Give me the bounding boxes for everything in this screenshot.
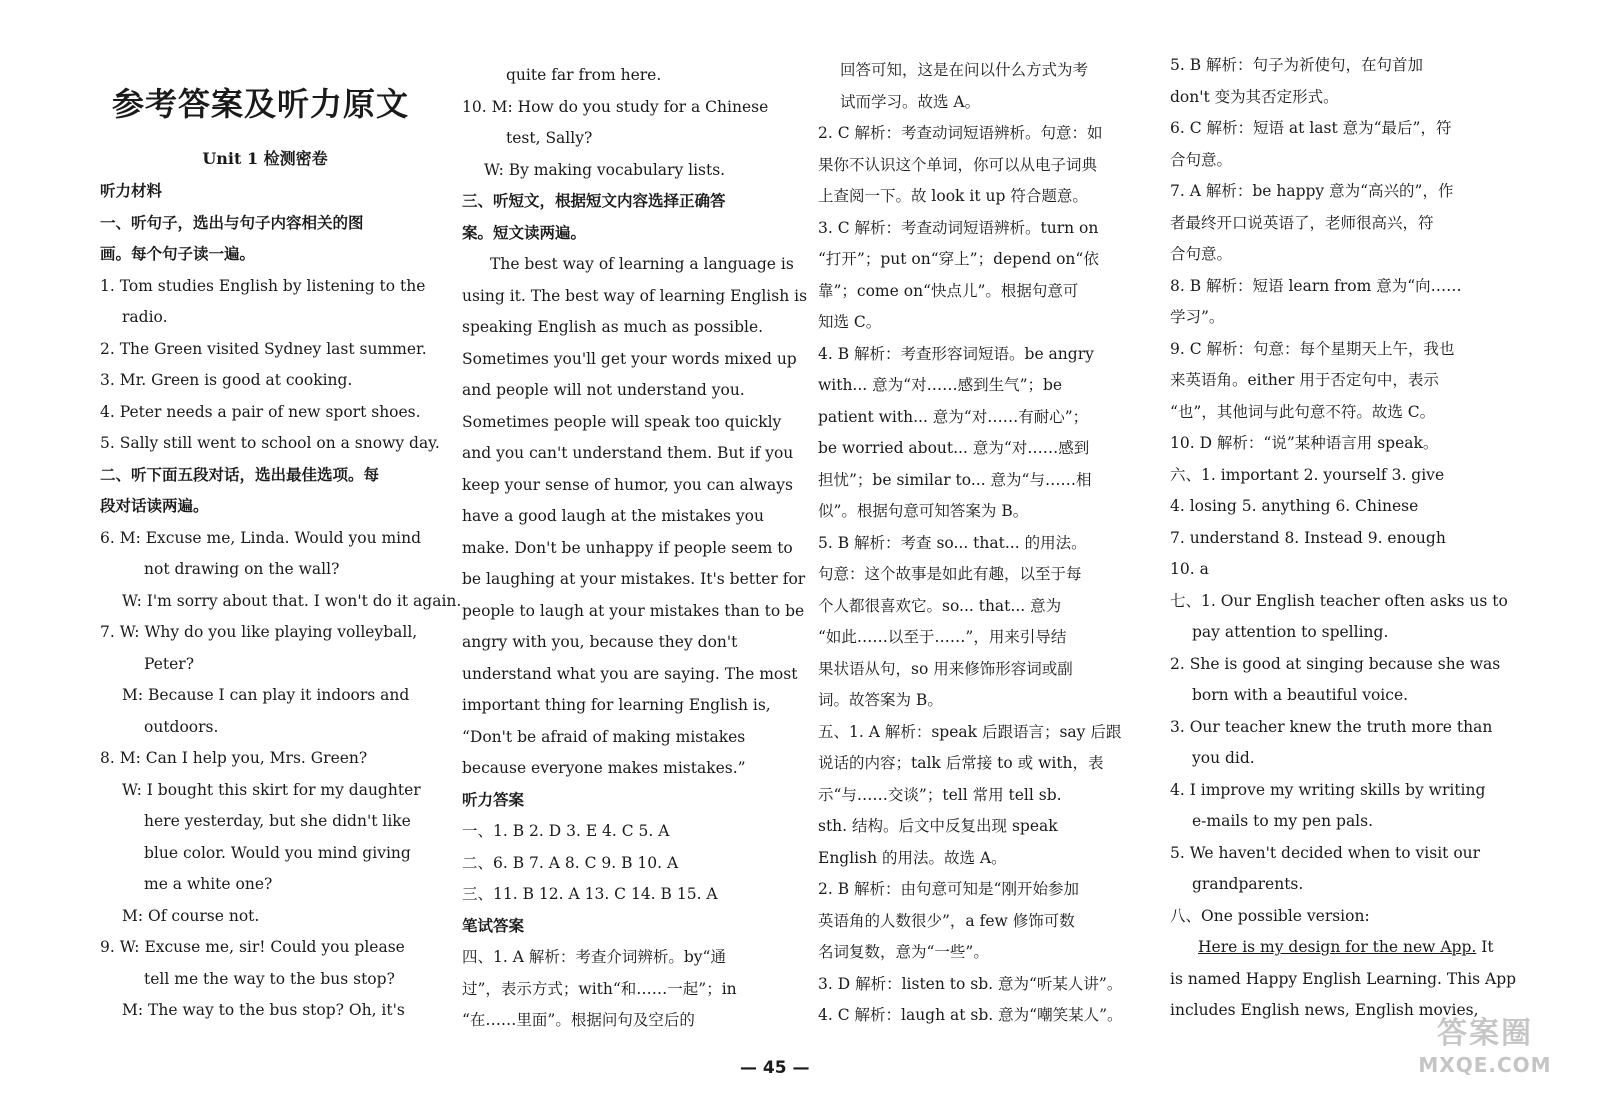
col4-line: 七、1. Our English teacher often asks us to xyxy=(1170,591,1508,610)
col3-line: sth. 结构。后文中反复出现 speak xyxy=(818,817,1058,835)
col3-line: be worried about... 意为“对……感到 xyxy=(818,439,1090,457)
col1-line: tell me the way to the bus stop? xyxy=(144,969,395,988)
col3-line: 4. C 解析：laugh at sb. 意为“嘲笑某人”。 xyxy=(818,1006,1123,1024)
col3-line: 似”。根据句意可知答案为 B。 xyxy=(818,502,1029,520)
col3-line: 上查阅一下。故 look it up 符合题意。 xyxy=(818,187,1088,205)
col1-line: 1. Tom studies English by listening to the xyxy=(100,276,426,295)
col1-line: Peter? xyxy=(144,654,195,673)
col4-line: 10. a xyxy=(1170,560,1209,578)
col4-line: 4. losing 5. anything 6. Chinese xyxy=(1170,497,1419,515)
col1-line: 8. M: Can I help you, Mrs. Green? xyxy=(100,749,368,767)
col2-line: “Don't be afraid of making mistakes xyxy=(462,727,746,746)
col1-line: 段对话读两遍。 xyxy=(100,497,209,515)
col4-line: 来英语角。either 用于否定句中，表示 xyxy=(1170,371,1439,389)
col2-line: quite far from here. xyxy=(506,66,662,84)
col4-line: 8. B 解析：短语 learn from 意为“向…… xyxy=(1170,276,1462,295)
col3-line: 词。故答案为 B。 xyxy=(818,691,943,709)
col3-line: 英语角的人数很少”，a few 修饰可数 xyxy=(818,911,1075,930)
col4-line: 学习”。 xyxy=(1170,308,1225,326)
col3-line: patient with... 意为“对……有耐心”； xyxy=(818,407,1089,426)
col1-line: 5. Sally still went to school on a snowy day. xyxy=(100,434,440,452)
column-4 xyxy=(1170,50,1517,1027)
col2-line: make. Don't be unhappy if people seem to xyxy=(462,538,793,557)
col2-line: 二、6. B 7. A 8. C 9. B 10. A xyxy=(462,853,679,872)
col3-line: 5. B 解析：考查 so... that... 的用法。 xyxy=(818,533,1087,552)
col4-line: 5. We haven't decided when to visit our xyxy=(1170,843,1481,862)
col2-line: using it. The best way of learning English is xyxy=(462,286,808,305)
col1-line: 9. W: Excuse me, sir! Could you please xyxy=(100,938,405,956)
col4-line: 八、One possible version: xyxy=(1170,906,1370,925)
col1-line: 画。每个句子读一遍。 xyxy=(100,245,256,263)
col2-line: keep your sense of humor, you can always xyxy=(462,475,793,494)
col2-line: because everyone makes mistakes.” xyxy=(462,759,746,777)
page-title: 参考答案及听力原文 xyxy=(112,85,410,123)
col2-line: and people will not understand you. xyxy=(462,381,745,399)
col1-line: 听力材料 xyxy=(100,182,163,200)
col2-line: people to laugh at your mistakes than to be xyxy=(462,601,805,620)
col1-line: 6. M: Excuse me, Linda. Would you mind xyxy=(100,528,422,547)
col2-line: and you can't understand them. But if you xyxy=(462,444,794,462)
col4-line: 4. I improve my writing skills by writing xyxy=(1170,780,1486,799)
col3-line: 果状语从句，so 用来修饰形容词或副 xyxy=(818,659,1073,678)
col4-line: 合句意。 xyxy=(1170,150,1233,169)
col1-line: M: Because I can play it indoors and xyxy=(122,686,410,704)
col4-line: includes English news, English movies, xyxy=(1170,1001,1479,1019)
col3-line: 2. C 解析：考查动词短语辨析。句意：如 xyxy=(818,124,1103,142)
column-1 xyxy=(100,80,462,1027)
col3-line: 试而学习。故选 A。 xyxy=(840,92,981,111)
col4-line: is named Happy English Learning. This App xyxy=(1170,969,1517,988)
col4-line: 6. C 解析：短语 at last 意为“最后”，符 xyxy=(1170,119,1452,137)
col4-line: don't 变为其否定形式。 xyxy=(1170,87,1339,106)
col3-line: with... 意为“对……感到生气”；be xyxy=(818,376,1063,394)
col3-line: “如此……以至于……”，用来引导结 xyxy=(818,628,1067,646)
col4-line: 7. A 解析：be happy 意为“高兴的”，作 xyxy=(1170,182,1454,200)
col3-line: 句意：这个故事是如此有趣，以至于每 xyxy=(818,565,1082,583)
col3-line: 知选 C。 xyxy=(818,313,882,331)
col3-line: 示“与……交谈”；tell 常用 tell sb. xyxy=(818,785,1062,804)
col2-line: 过”，表示方式；with“和……一起”；in xyxy=(462,979,737,998)
col3-line: 说话的内容；talk 后常接 to 或 with，表 xyxy=(818,754,1104,772)
col2-line: Sometimes you'll get your words mixed up xyxy=(462,349,797,368)
col2-line: Sometimes people will speak too quickly xyxy=(462,412,782,431)
watermark-logo: 答案圈 MXQE.COM xyxy=(1418,1016,1552,1077)
col2-line: 案。短文读两遍。 xyxy=(462,223,587,242)
col1-line: 7. W: Why do you like playing volleyball, xyxy=(100,623,418,641)
col3-line: 担忧”；be similar to... 意为“与……相 xyxy=(818,470,1092,489)
col4-line: e-mails to my pen pals. xyxy=(1192,812,1374,830)
col2-line: W: By making vocabulary lists. xyxy=(484,160,726,179)
page-number: — 45 — xyxy=(740,1058,810,1078)
col3-line: English 的用法。故选 A。 xyxy=(818,848,1007,867)
col1-line: not drawing on the wall? xyxy=(144,560,340,578)
col2-line: 10. M: How do you study for a Chinese xyxy=(462,97,769,116)
col4-line: “也”，其他词与此句意不符。故选 C。 xyxy=(1170,402,1436,421)
col4-line: Here is my design for the new App. It xyxy=(1198,938,1494,956)
col4-line: 2. She is good at singing because she was xyxy=(1170,654,1501,673)
col2-line: test, Sally? xyxy=(506,129,593,147)
col4-line: 3. Our teacher knew the truth more than xyxy=(1170,717,1493,736)
col3-line: 靠”；come on“快点儿”。根据句意可 xyxy=(818,281,1079,300)
col2-line: 四、1. A 解析：考查介词辨析。by“通 xyxy=(462,948,726,966)
col2-line: understand what you are saying. The most xyxy=(462,664,798,683)
col2-line: 一、1. B 2. D 3. E 4. C 5. A xyxy=(462,822,670,840)
col1-line: outdoors. xyxy=(144,717,219,736)
col2-line: speaking English as much as possible. xyxy=(462,318,764,336)
col4-line: 者最终开口说英语了，老师很高兴，符 xyxy=(1170,213,1434,232)
col1-line: W: I bought this skirt for my daughter xyxy=(122,780,421,799)
col2-line: important thing for learning English is, xyxy=(462,696,771,714)
col3-line: 五、1. A 解析：speak 后跟语言；say 后跟 xyxy=(818,722,1122,741)
col1-line: blue color. Would you mind giving xyxy=(144,843,411,862)
col3-line: 2. B 解析：由句意可知是“刚开始参加 xyxy=(818,880,1079,898)
col1-line: 2. The Green visited Sydney last summer. xyxy=(100,339,427,358)
col4-line: you did. xyxy=(1192,749,1255,767)
col1-line: W: I'm sorry about that. I won't do it again. xyxy=(122,591,462,610)
col1-line: 二、听下面五段对话，选出最佳选项。每 xyxy=(100,465,380,484)
col3-line: 回答可知，这是在问以什么方式为考 xyxy=(840,61,1089,79)
col4-line: 合句意。 xyxy=(1170,245,1233,263)
col2-line: 听力答案 xyxy=(462,790,525,809)
col2-line: be laughing at your mistakes. It's better for xyxy=(462,570,806,588)
col3-line: 3. C 解析：考查动词短语辨析。turn on xyxy=(818,218,1099,237)
col4-line: pay attention to spelling. xyxy=(1192,623,1389,641)
column-3 xyxy=(818,55,1148,1032)
col3-line: 名词复数，意为“一些”。 xyxy=(818,943,989,961)
col2-line: “在……里面”。根据问句及空后的 xyxy=(462,1011,695,1029)
col1-line: 一、听句子，选出与句子内容相关的图 xyxy=(100,213,364,232)
col2-line: 笔试答案 xyxy=(462,916,525,935)
col1-line: here yesterday, but she didn't like xyxy=(144,812,411,830)
col3-line: 4. B 解析：考查形容词短语。be angry xyxy=(818,344,1094,363)
col3-line: 3. D 解析：listen to sb. 意为“听某人讲”。 xyxy=(818,974,1123,993)
column-2 xyxy=(462,60,808,1037)
col2-line: 三、11. B 12. A 13. C 14. B 15. A xyxy=(462,885,718,903)
col1-line: M: Of course not. xyxy=(122,906,260,925)
col4-line: 9. C 解析：句意：每个星期天上午，我也 xyxy=(1170,339,1455,358)
col2-line: have a good laugh at the mistakes you xyxy=(462,507,765,525)
col1-line: radio. xyxy=(122,308,168,326)
col2-line: angry with you, because they don't xyxy=(462,633,738,651)
col4-line: grandparents. xyxy=(1192,875,1304,893)
col3-line: “打开”；put on“穿上”；depend on“依 xyxy=(818,250,1099,268)
col4-line: 5. B 解析：句子为祈使句，在句首加 xyxy=(1170,56,1424,74)
col4-line: born with a beautiful voice. xyxy=(1192,686,1409,704)
unit-heading: Unit 1 检测密卷 xyxy=(202,149,328,168)
col2-line: The best way of learning a language is xyxy=(490,255,794,273)
col2-line: 三、听短文，根据短文内容选择正确答 xyxy=(462,192,726,210)
col4-line: 10. D 解析：“说”某种语言用 speak。 xyxy=(1170,434,1439,452)
col4-line: 六、1. important 2. yourself 3. give xyxy=(1170,465,1445,484)
col3-line: 果你不认识这个单词，你可以从电子词典 xyxy=(818,155,1098,174)
col4-line: 7. understand 8. Instead 9. enough xyxy=(1170,528,1446,547)
col3-line: 个人都很喜欢它。so... that... 意为 xyxy=(818,596,1062,615)
col1-line: M: The way to the bus stop? Oh, it's xyxy=(122,1001,405,1019)
col1-line: 4. Peter needs a pair of new sport shoes. xyxy=(100,402,421,421)
col1-line: me a white one? xyxy=(144,875,273,893)
col1-line: 3. Mr. Green is good at cooking. xyxy=(100,371,353,389)
